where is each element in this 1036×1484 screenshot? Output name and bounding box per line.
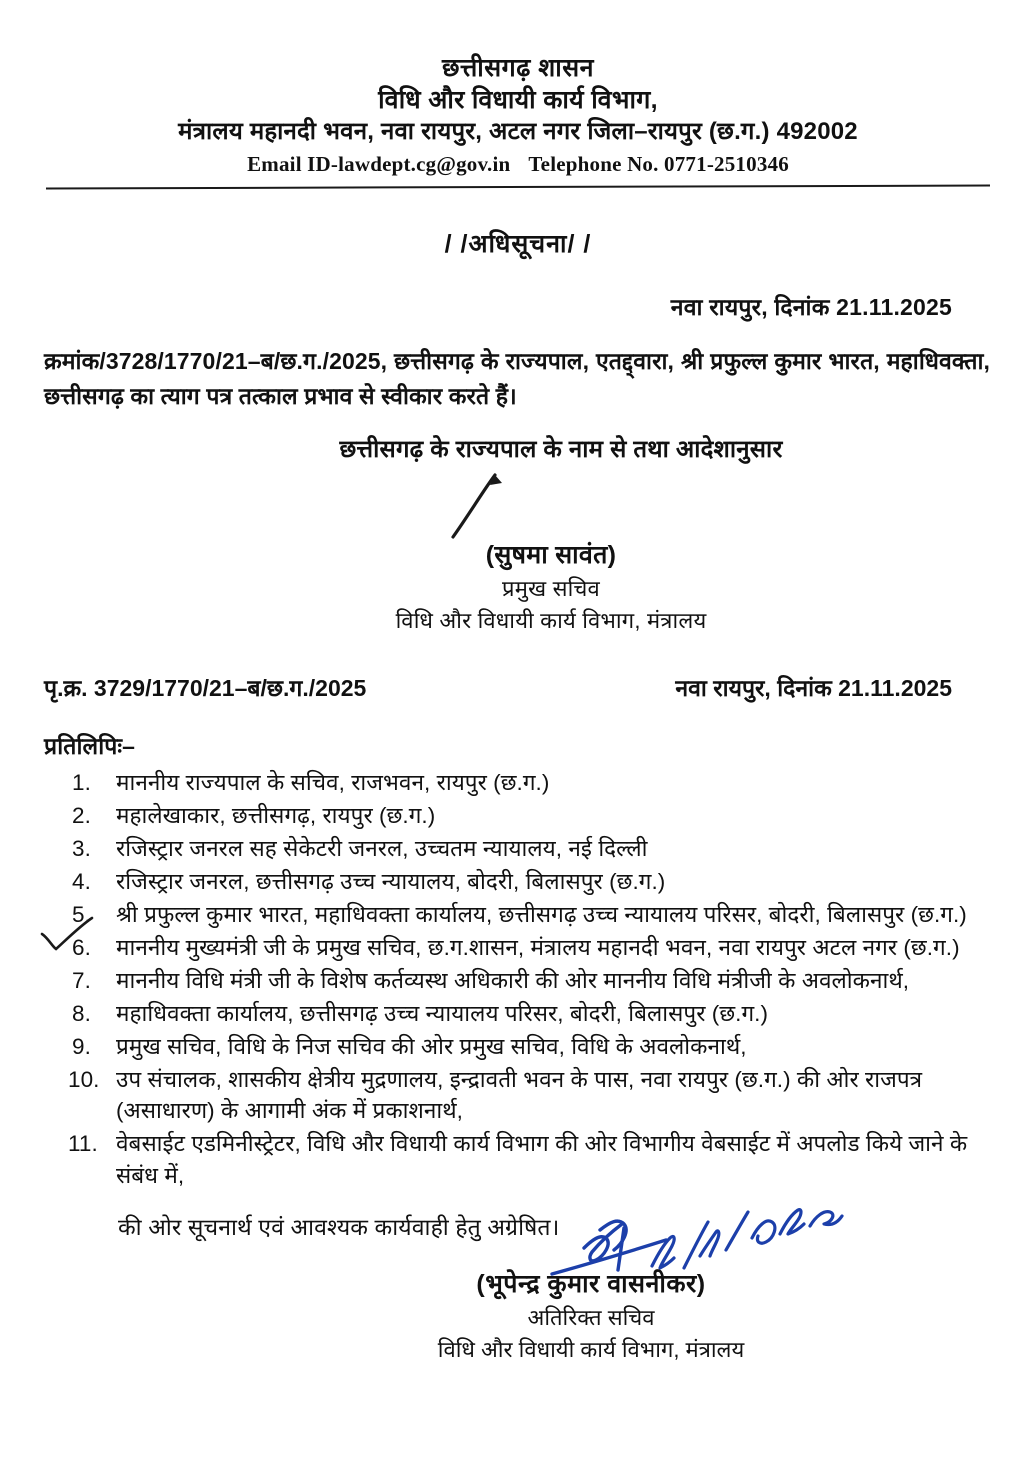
list-item: माननीय विधि मंत्री जी के विशेष कर्तव्यस्थ अधिकारी की ओर माननीय विधि मंत्रीजी के अवलोकनार्थ, <box>116 967 910 993</box>
header-divider <box>46 185 990 190</box>
notification-title: / /अधिसूचना/ / <box>444 230 592 259</box>
endorsement-row <box>40 671 996 703</box>
endorsement-place-date: नवा रायपुर, दिनांक 21.11.2025 <box>675 675 952 702</box>
list-item <box>114 932 996 964</box>
office-address: मंत्रालय महानदी भवन, नवा रायपुर, अटल नगर जिला–रायपुर (छ.ग.) 492002 <box>178 118 858 145</box>
signature-block-secondary <box>40 1266 996 1364</box>
list-item: रजिस्ट्रार जनरल, छत्तीसगढ़ उच्च न्यायालय, बोदरी, बिलासपुर (छ.ग.) <box>116 868 666 894</box>
list-item: वेबसाईट एडमिनीस्ट्रेटर, विधि और विधायी कार्य विभाग की ओर विभागीय वेबसाईट में अपलोड किये जाने के संबंध में, <box>116 1131 968 1189</box>
closing-line: की ओर सूचनार्थ एवं आवश्यक कार्यवाही हेतु अग्रेषित। <box>118 1214 560 1241</box>
list-item: माननीय राज्यपाल के सचिव, राजभवन, रायपुर (छ.ग.) <box>116 770 550 796</box>
by-order-line: छत्तीसगढ़ के राज्यपाल के नाम से तथा आदेशानुसार <box>339 436 783 464</box>
signatory-name: (सुषमा सावंत) <box>485 541 617 570</box>
list-item: महाधिवक्ता कार्यालय, छत्तीसगढ़ उच्च न्यायालय परिसर, बोदरी, बिलासपुर (छ.ग.) <box>116 1000 769 1026</box>
government-name: छत्तीसगढ़ शासन <box>441 54 595 82</box>
list-item: उप संचालक, शासकीय क्षेत्रीय मुद्रणालय, इन्द्रावती भवन के पास, नवा रायपुर (छ.ग.) की ओर राजपत्र (असाधारण) के आगामी अंक में प्रकाशनार्थ, <box>116 1066 923 1124</box>
secondary-signatory-department: विधि और विधायी कार्य विभाग, मंत्रालय <box>437 1337 745 1363</box>
signatory-designation: प्रमुख सचिव <box>502 576 600 602</box>
letterhead <box>40 0 996 177</box>
handwritten-signature-stroke-icon <box>40 463 996 543</box>
list-item-text: माननीय मुख्यमंत्री जी के प्रमुख सचिव, छ.ग.शासन, मंत्रालय महानदी भवन, नवा रायपुर अटल नगर (छ.ग.) <box>116 934 960 960</box>
email-text: Email ID-lawdept.cg@gov.in <box>247 152 511 177</box>
copy-to-list <box>40 767 996 1192</box>
list-item: महालेखाकार, छत्तीसगढ़, रायपुर (छ.ग.) <box>116 803 436 829</box>
secondary-signatory-designation: अतिरिक्त सचिव <box>527 1305 655 1331</box>
notification-body: क्रमांक/3728/1770/21–ब/छ.ग./2025, छत्तीसगढ़ के राज्यपाल, एतद्द्वारा, श्री प्रफुल्ल कुमार भारत, महाधिवक्ता, छत्तीसगढ़ का त्याग पत्र तत्काल प्रभाव से स्वीकार करते हैं। <box>44 348 990 410</box>
copy-to-label: प्रतिलिपिः– <box>44 733 136 760</box>
list-item: प्रमुख सचिव, विधि के निज सचिव की ओर प्रमुख सचिव, विधि के अवलोकनार्थ, <box>116 1033 747 1059</box>
contact-line <box>40 152 996 177</box>
list-item: रजिस्ट्रार जनरल सह सेकेटरी जनरल, उच्चतम न्यायालय, नई दिल्ली <box>116 835 648 861</box>
department-name: विधि और विधायी कार्य विभाग, <box>378 86 658 114</box>
secondary-signatory-name: (भूपेन्द्र कुमार वासनीकर) <box>476 1270 706 1299</box>
telephone-text: Telephone No. 0771-2510346 <box>528 152 789 177</box>
endorsement-reference: पृ.क्र. 3729/1770/21–ब/छ.ग./2025 <box>44 675 367 702</box>
signatory-department: विधि और विधायी कार्य विभाग, मंत्रालय <box>395 608 707 634</box>
notification-place-date: नवा रायपुर, दिनांक 21.11.2025 <box>670 294 952 321</box>
list-item: श्री प्रफुल्ल कुमार भारत, महाधिवक्ता कार्यालय, छत्तीसगढ़ उच्च न्यायालय परिसर, बोदरी, बिलासपुर (छ.ग.) <box>116 901 967 927</box>
signature-block-primary <box>40 537 996 635</box>
